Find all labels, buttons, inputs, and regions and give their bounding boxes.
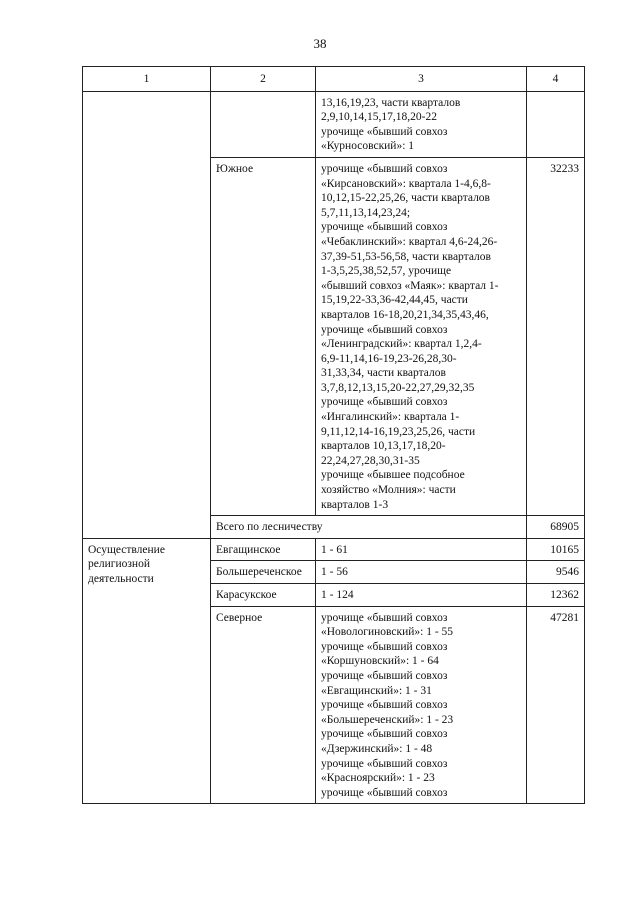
description-line: урочище «бывшее подсобное <box>321 469 465 482</box>
description-line: урочище «бывший совхоз <box>321 669 448 682</box>
description-line: «Ингалинский»: квартала 1- <box>321 411 460 424</box>
table-row <box>83 91 585 157</box>
total-value: 68905 <box>527 516 585 539</box>
description-line: «Красноярский»: 1 - 23 <box>321 772 435 785</box>
column-header-3: 3 <box>316 67 527 92</box>
column-header-1: 1 <box>83 67 211 92</box>
column-header-4: 4 <box>527 67 585 92</box>
purpose-cell-empty <box>83 91 211 538</box>
table-header-row <box>83 67 585 92</box>
description-line: урочище «бывший совхоз <box>321 396 448 409</box>
description-line: 15,19,22-33,36-42,44,45, части <box>321 294 468 307</box>
column-header-2: 2 <box>211 67 316 92</box>
description-line: урочище «бывший совхоз <box>321 699 448 712</box>
description-line: 2,9,10,14,15,17,18,20-22 <box>321 111 437 124</box>
description-line: хозяйство «Молния»: части <box>321 484 456 497</box>
description-line: урочище «бывший совхоз <box>321 786 448 799</box>
area-cell-empty <box>527 91 585 157</box>
quarters-cell: 1 - 61 <box>316 538 527 561</box>
purpose-cell <box>83 538 211 804</box>
description-line: урочище «бывший совхоз <box>321 757 448 770</box>
description-line: 3,7,8,12,13,15,20-22,27,29,32,35 <box>321 381 475 394</box>
description-line: 22,24,27,28,30,31-35 <box>321 454 420 467</box>
description-line: 10,12,15-22,25,26, части кварталов <box>321 192 490 205</box>
description-line: 5,7,11,13,14,23,24; <box>321 206 411 219</box>
description-line: 37,39-51,53-56,58, части кварталов <box>321 250 491 263</box>
description-line: «Ленинградский»: квартал 1,2,4- <box>321 338 482 351</box>
description-line: «Евгащинский»: 1 - 31 <box>321 684 432 697</box>
area-cell: 12362 <box>527 584 585 607</box>
area-cell: 9546 <box>527 561 585 584</box>
description-line: 31,33,34, части кварталов <box>321 367 446 380</box>
description-line: урочище «бывший совхоз <box>321 125 448 138</box>
page-number: 38 <box>313 36 327 51</box>
description-line: «Коршуновский»: 1 - 64 <box>321 655 439 668</box>
description-line: урочище «бывший совхоз <box>321 221 448 234</box>
description-cell <box>316 157 527 515</box>
purpose-line: религиозной <box>88 558 150 571</box>
description-line: «Новологиновский»: 1 - 55 <box>321 626 454 639</box>
area-cell: 47281 <box>527 606 585 804</box>
description-line: «Большереченский»: 1 - 23 <box>321 713 454 726</box>
total-label: Всего по лесничеству <box>211 516 527 539</box>
description-line: 9,11,12,14-16,19,23,25,26, части <box>321 425 476 438</box>
quarters-cell: 1 - 124 <box>316 584 527 607</box>
description-cell <box>316 606 527 804</box>
purpose-line: деятельности <box>88 573 154 585</box>
forestry-cell: Карасукское <box>211 584 316 607</box>
description-line: урочище «бывший совхоз <box>321 728 448 741</box>
description-cell <box>316 91 527 157</box>
forestry-cell: Евгащинское <box>211 538 316 561</box>
forestry-cell: Большереченское <box>211 561 316 584</box>
description-line: «бывший совхоз «Маяк»: квартал 1- <box>321 279 499 292</box>
purpose-line: Осуществление <box>88 543 165 556</box>
forestry-cell: Северное <box>211 606 316 804</box>
description-line: кварталов 10,13,17,18,20- <box>321 440 446 453</box>
description-line: «Кирсановский»: квартала 1-4,6,8- <box>321 177 491 190</box>
description-line: урочище «бывший совхоз <box>321 162 448 175</box>
forestry-cell: Южное <box>211 157 316 515</box>
description-line: 13,16,19,23, части кварталов <box>321 96 461 109</box>
description-line: урочище «бывший совхоз <box>321 323 448 336</box>
area-cell: 10165 <box>527 538 585 561</box>
description-line: кварталов 1-3 <box>321 498 389 511</box>
description-line: урочище «бывший совхоз <box>321 640 448 653</box>
table-row <box>83 538 585 561</box>
forestry-cell-empty <box>211 91 316 157</box>
description-line: «Чебаклинский»: квартал 4,6-24,26- <box>321 235 498 248</box>
forestry-table <box>82 66 585 804</box>
description-line: кварталов 16-18,20,21,34,35,43,46, <box>321 308 489 321</box>
description-line: «Дзержинский»: 1 - 48 <box>321 742 433 755</box>
description-line: 1-3,5,25,38,52,57, урочище <box>321 265 452 278</box>
description-line: 6,9-11,14,16-19,23-26,28,30- <box>321 352 457 365</box>
description-line: урочище «бывший совхоз <box>321 611 448 624</box>
description-line: «Курносовский»: 1 <box>321 140 415 153</box>
quarters-cell: 1 - 56 <box>316 561 527 584</box>
area-cell: 32233 <box>527 157 585 515</box>
